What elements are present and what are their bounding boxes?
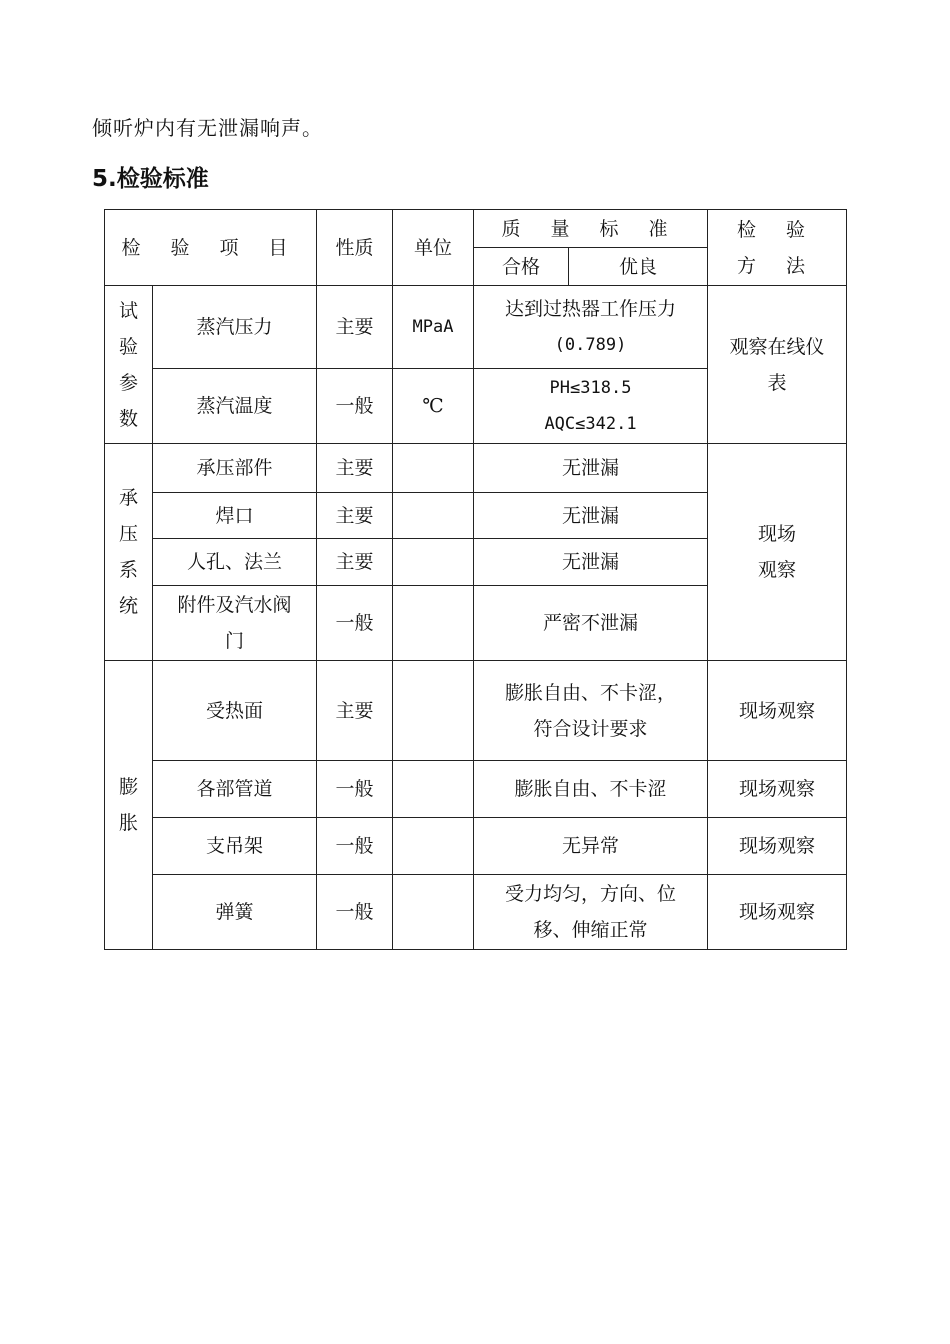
unit-cell bbox=[393, 661, 474, 761]
item-cell: 弹簧 bbox=[153, 875, 317, 950]
standard-cell: 严密不泄漏 bbox=[474, 586, 708, 661]
nature-cell: 主要 bbox=[317, 493, 393, 539]
intro-paragraph: 倾听炉内有无泄漏响声。 bbox=[92, 116, 323, 140]
nature-cell: 主要 bbox=[317, 444, 393, 493]
method-cell: 现场观察 bbox=[708, 761, 847, 818]
unit-cell bbox=[393, 586, 474, 661]
method-cell: 现场观察 bbox=[708, 661, 847, 761]
header-excellent: 优良 bbox=[569, 248, 708, 286]
standard-cell: 无异常 bbox=[474, 818, 708, 875]
unit-cell bbox=[393, 818, 474, 875]
nature-cell: 一般 bbox=[317, 875, 393, 950]
group-label-pressure-system: 承 压 系 统 bbox=[105, 444, 153, 661]
unit-cell bbox=[393, 539, 474, 586]
standard-cell: 受力均匀，方向、位 移、伸缩正常 bbox=[474, 875, 708, 950]
item-cell: 蒸汽温度 bbox=[153, 369, 317, 444]
unit-cell bbox=[393, 444, 474, 493]
group-label-test-params: 试 验 参 数 bbox=[105, 286, 153, 444]
method-cell: 观察在线仪 表 bbox=[708, 286, 847, 444]
standard-cell: 膨胀自由、不卡涩， 符合设计要求 bbox=[474, 661, 708, 761]
standard-cell: 达到过热器工作压力 (0.789) bbox=[474, 286, 708, 369]
unit-cell bbox=[393, 493, 474, 539]
method-cell: 现场 观察 bbox=[708, 444, 847, 661]
item-cell: 支吊架 bbox=[153, 818, 317, 875]
nature-cell: 一般 bbox=[317, 761, 393, 818]
header-method-line1: 检 验 bbox=[736, 218, 818, 241]
item-cell: 蒸汽压力 bbox=[153, 286, 317, 369]
standard-cell: 无泄漏 bbox=[474, 493, 708, 539]
table-row bbox=[105, 286, 847, 369]
method-cell: 现场观察 bbox=[708, 818, 847, 875]
standard-cell: PH≤318.5 AQC≤342.1 bbox=[474, 369, 708, 444]
item-cell: 焊口 bbox=[153, 493, 317, 539]
header-method-line2: 方 法 bbox=[736, 254, 818, 277]
item-cell: 承压部件 bbox=[153, 444, 317, 493]
table-row bbox=[105, 875, 847, 950]
section-title: 5.检验标准 bbox=[92, 166, 209, 192]
header-item: 检 验 项 目 bbox=[105, 210, 317, 286]
item-cell: 受热面 bbox=[153, 661, 317, 761]
method-cell: 现场观察 bbox=[708, 875, 847, 950]
group-label-expansion: 膨 胀 bbox=[105, 661, 153, 950]
nature-cell: 一般 bbox=[317, 586, 393, 661]
header-quality-standard: 质 量 标 准 bbox=[474, 210, 708, 248]
table-row bbox=[105, 818, 847, 875]
standard-cell: 无泄漏 bbox=[474, 539, 708, 586]
table-row bbox=[105, 444, 847, 493]
item-cell: 附件及汽水阀 门 bbox=[153, 586, 317, 661]
header-qualified: 合格 bbox=[474, 248, 569, 286]
table-row bbox=[105, 661, 847, 761]
unit-cell bbox=[393, 875, 474, 950]
header-unit: 单位 bbox=[393, 210, 474, 286]
nature-cell: 主要 bbox=[317, 539, 393, 586]
nature-cell: 一般 bbox=[317, 818, 393, 875]
standard-cell: 膨胀自由、不卡涩 bbox=[474, 761, 708, 818]
header-method bbox=[708, 210, 847, 286]
unit-cell: ℃ bbox=[393, 369, 474, 444]
header-nature: 性质 bbox=[317, 210, 393, 286]
item-cell: 人孔、法兰 bbox=[153, 539, 317, 586]
item-cell: 各部管道 bbox=[153, 761, 317, 818]
unit-cell: MPaA bbox=[393, 286, 474, 369]
header-row bbox=[105, 210, 847, 248]
nature-cell: 一般 bbox=[317, 369, 393, 444]
inspection-standard-table bbox=[104, 209, 847, 950]
unit-cell bbox=[393, 761, 474, 818]
standard-cell: 无泄漏 bbox=[474, 444, 708, 493]
nature-cell: 主要 bbox=[317, 661, 393, 761]
nature-cell: 主要 bbox=[317, 286, 393, 369]
table-row bbox=[105, 761, 847, 818]
